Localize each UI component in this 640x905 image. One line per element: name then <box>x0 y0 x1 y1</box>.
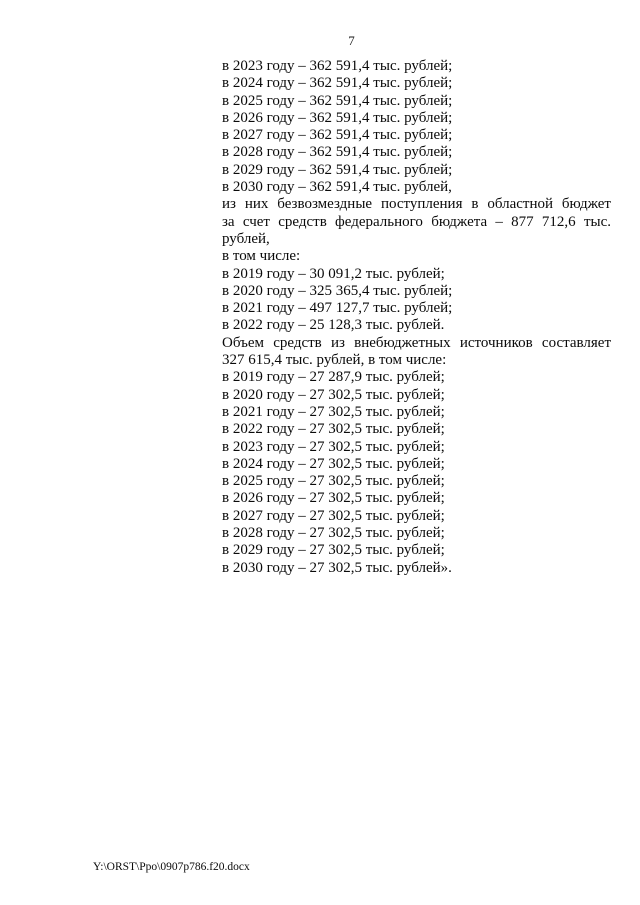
text-line: в 2023 году – 362 591,4 тыс. рублей; <box>222 58 453 74</box>
text-line: в 2029 году – 362 591,4 тыс. рублей; <box>222 161 453 178</box>
text-line: в 2026 году – 362 591,4 тыс. рублей; <box>222 109 453 126</box>
text-line: в 2023 году – 27 302,5 тыс. рублей; <box>222 438 445 455</box>
text-line: в 2024 году – 27 302,5 тыс. рублей; <box>222 455 445 472</box>
text-line: в 2020 году – 325 365,4 тыс. рублей; <box>222 282 453 299</box>
text-line: в 2029 году – 27 302,5 тыс. рублей; <box>222 542 445 559</box>
text-line: 327 615,4 тыс. рублей, в том числе: <box>222 352 447 369</box>
text-line: в 2021 году – 497 127,7 тыс. рублей; <box>222 300 453 317</box>
text-line: в 2025 году – 27 302,5 тыс. рублей; <box>222 473 445 490</box>
page-number: 7 <box>348 33 355 48</box>
text-line: из них безвозмездные поступления в областной бюджет <box>222 196 611 213</box>
text-line: в 2028 году – 27 302,5 тыс. рублей; <box>222 525 445 542</box>
text-line: в 2028 году – 362 591,4 тыс. рублей; <box>222 144 453 161</box>
text-line: в 2024 году – 362 591,4 тыс. рублей; <box>222 75 453 92</box>
text-line: в 2019 году – 27 287,9 тыс. рублей; <box>222 369 445 386</box>
text-line: в 2019 году – 30 091,2 тыс. рублей; <box>222 265 445 282</box>
text-line: в 2030 году – 362 591,4 тыс. рублей, <box>222 179 452 196</box>
footer-file-path: Y:\ORST\Ppo\0907p786.f20.docx <box>93 861 250 873</box>
text-line: в 2030 году – 27 302,5 тыс. рублей». <box>222 559 452 576</box>
text-line: Объем средств из внебюджетных источников составляет <box>222 334 611 351</box>
text-line: за счет средств федерального бюджета – 877 712,6 тыс. рублей, <box>222 213 611 247</box>
text-line: в 2021 году – 27 302,5 тыс. рублей; <box>222 403 445 420</box>
text-line: в 2020 году – 27 302,5 тыс. рублей; <box>222 386 445 403</box>
text-line: в 2022 году – 27 302,5 тыс. рублей; <box>222 421 445 438</box>
text-line: в 2027 году – 27 302,5 тыс. рублей; <box>222 507 445 524</box>
text-line: в 2027 году – 362 591,4 тыс. рублей; <box>222 127 453 144</box>
text-line: в 2022 году – 25 128,3 тыс. рублей. <box>222 317 445 334</box>
text-line: в 2025 году – 362 591,4 тыс. рублей; <box>222 92 453 109</box>
text-line: в 2026 году – 27 302,5 тыс. рублей; <box>222 490 445 507</box>
document-body <box>222 58 611 577</box>
text-line: в том числе: <box>222 248 301 265</box>
